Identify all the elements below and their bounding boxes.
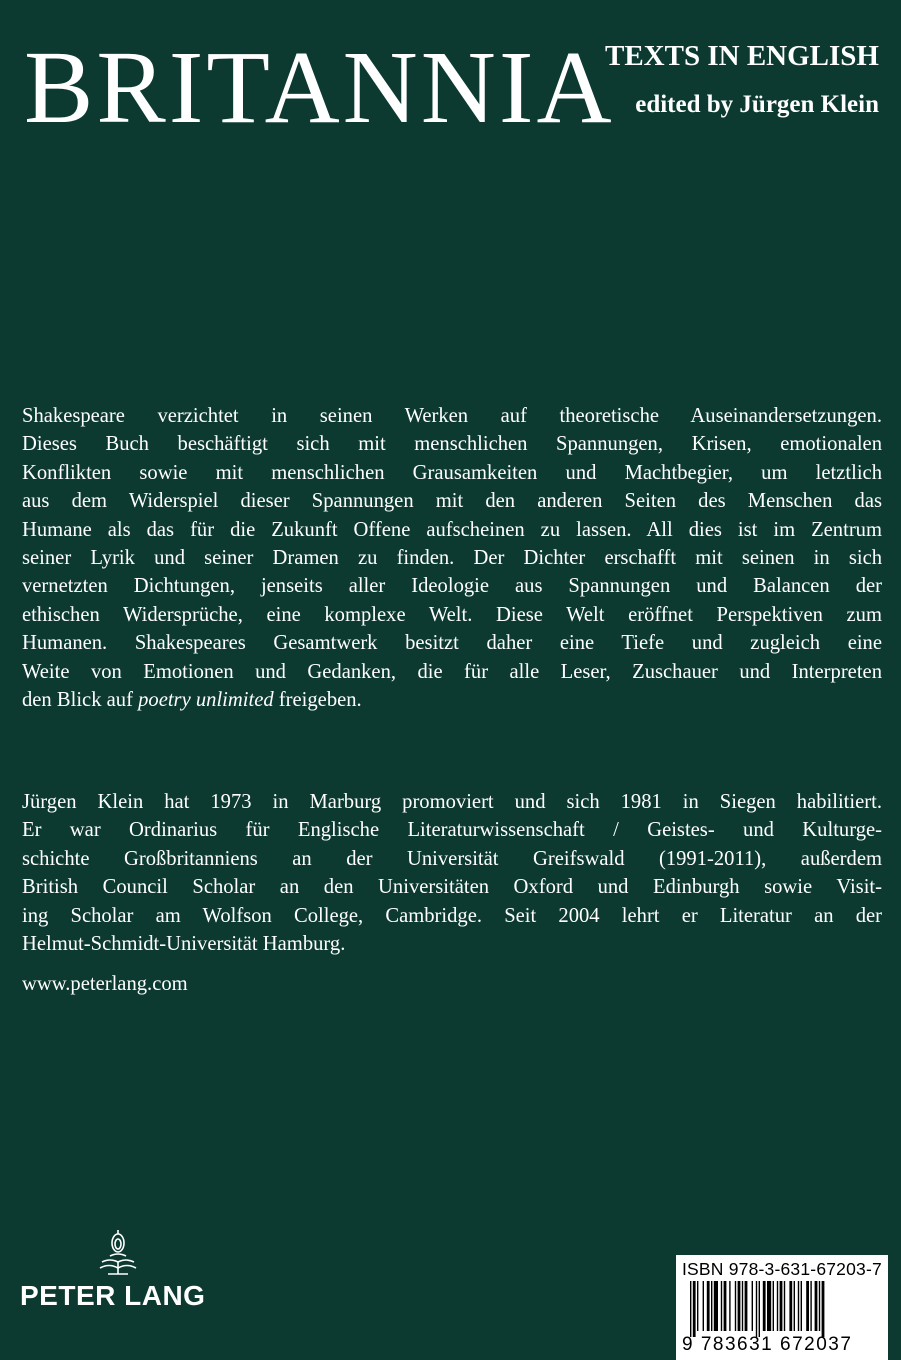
series-subtitle: TEXTS IN ENGLISH bbox=[605, 40, 879, 72]
barcode-bar bbox=[752, 1281, 753, 1331]
blurb-line: Weite von Emotionen und Gedanken, die für alle Leser, Zuschauer und Interpreten bbox=[22, 660, 882, 683]
barcode-bar bbox=[780, 1281, 783, 1331]
barcode-bar bbox=[738, 1281, 741, 1331]
blurb-line: Humanen. Shakespeares Gesamtwerk besitzt daher eine Tiefe und zugleich eine bbox=[22, 632, 882, 655]
barcode-bar bbox=[777, 1281, 778, 1331]
barcode-bar bbox=[707, 1281, 710, 1331]
blurb-last-prefix: den Blick auf bbox=[22, 689, 139, 712]
barcode-bar bbox=[729, 1281, 730, 1331]
blurb-line: Dieses Buch beschäftigt sich mit menschlichen Spannungen, Krisen, emotionalen bbox=[22, 433, 882, 456]
series-editor: edited by Jürgen Klein bbox=[635, 91, 879, 118]
publisher-logo bbox=[20, 1228, 216, 1318]
blurb-line: Humane als das für die Zukunft Offene aufscheinen zu lassen. All dies ist im Zentrum bbox=[22, 518, 882, 541]
isbn-barcode bbox=[676, 1255, 888, 1360]
barcode-bar bbox=[703, 1281, 704, 1331]
barcode-bar bbox=[697, 1281, 698, 1331]
blurb-last-suffix: freigeben. bbox=[273, 689, 362, 712]
barcode-digits: 9 783631 672037 bbox=[682, 1334, 853, 1355]
barcode-bar bbox=[724, 1281, 727, 1331]
blurb-line: seiner Lyrik und seiner Dramen zu finden. Der Dichter erschafft mit seinen in sich bbox=[22, 547, 882, 570]
barcode-bar bbox=[742, 1281, 743, 1331]
blurb-last-line bbox=[22, 686, 882, 714]
bio-line: Jürgen Klein hat 1973 in Marburg promoviert und sich 1981 in Siegen habilitiert. bbox=[22, 791, 882, 813]
blurb-line: ethischen Widersprüche, eine komplexe Welt. Diese Welt eröffnet Perspektiven zum bbox=[22, 603, 882, 626]
barcode-bar bbox=[794, 1281, 795, 1331]
barcode-bar bbox=[690, 1281, 691, 1337]
bio-line: schichte Großbritanniens an der Universität Greifswald (1991-2011), außerdem bbox=[22, 847, 882, 870]
barcode-bars bbox=[686, 1281, 880, 1337]
blurb-italic-phrase: poetry unlimited bbox=[138, 689, 274, 712]
barcode-bar bbox=[759, 1281, 760, 1337]
barcode-bar bbox=[763, 1281, 766, 1331]
barcode-bar bbox=[711, 1281, 712, 1331]
author-bio bbox=[22, 788, 882, 958]
barcode-bar bbox=[798, 1281, 799, 1331]
bio-line: British Council Scholar an den Universitäten Oxford und Edinburgh sowie Visit- bbox=[22, 876, 882, 899]
bio-line: ing Scholar am Wolfson College, Cambridge. Seit 2004 lehrt er Literatur an der bbox=[22, 904, 882, 927]
blurb-line: Shakespeare verzichtet in seinen Werken auf theoretische Auseinandersetzungen. bbox=[22, 405, 882, 427]
barcode-bar bbox=[721, 1281, 722, 1331]
barcode-bar bbox=[822, 1281, 825, 1337]
series-title: BRITANNIA bbox=[24, 30, 615, 145]
barcode-bar bbox=[806, 1281, 809, 1331]
barcode-bar bbox=[784, 1281, 785, 1331]
barcode-bar bbox=[815, 1281, 818, 1331]
blurb-line: Konflikten sowie mit menschlichen Grausamkeiten und Machtbegier, um letztlich bbox=[22, 461, 882, 484]
barcode-bar bbox=[789, 1281, 792, 1331]
bio-line: Helmut-Schmidt-Universität Hamburg. bbox=[22, 933, 346, 956]
isbn-label: ISBN 978-3-631-67203-7 bbox=[682, 1259, 882, 1279]
barcode-bar bbox=[693, 1281, 696, 1337]
barcode-bar bbox=[810, 1281, 811, 1331]
publisher-name: PETER LANG bbox=[20, 1280, 206, 1311]
barcode-bar bbox=[801, 1281, 802, 1331]
barcode-bar bbox=[735, 1281, 736, 1331]
barcode-bar bbox=[756, 1281, 757, 1337]
barcode-bar bbox=[745, 1281, 748, 1331]
barcode-bar bbox=[819, 1281, 820, 1331]
blurb-line: vernetzten Dichtungen, jenseits aller Ideologie aus Spannungen und Balancen der bbox=[22, 575, 882, 598]
bio-line: Er war Ordinarius für Englische Literaturwissenschaft / Geistes- und Kulturge- bbox=[22, 819, 882, 842]
book-tree-icon bbox=[96, 1228, 140, 1280]
barcode-bar bbox=[767, 1281, 771, 1331]
barcode-bar bbox=[773, 1281, 774, 1331]
book-blurb bbox=[22, 402, 882, 714]
barcode-bar bbox=[714, 1281, 718, 1331]
publisher-url[interactable]: www.peterlang.com bbox=[22, 973, 188, 995]
blurb-line: aus dem Widerspiel dieser Spannungen mit den anderen Seiten des Menschen das bbox=[22, 490, 882, 513]
